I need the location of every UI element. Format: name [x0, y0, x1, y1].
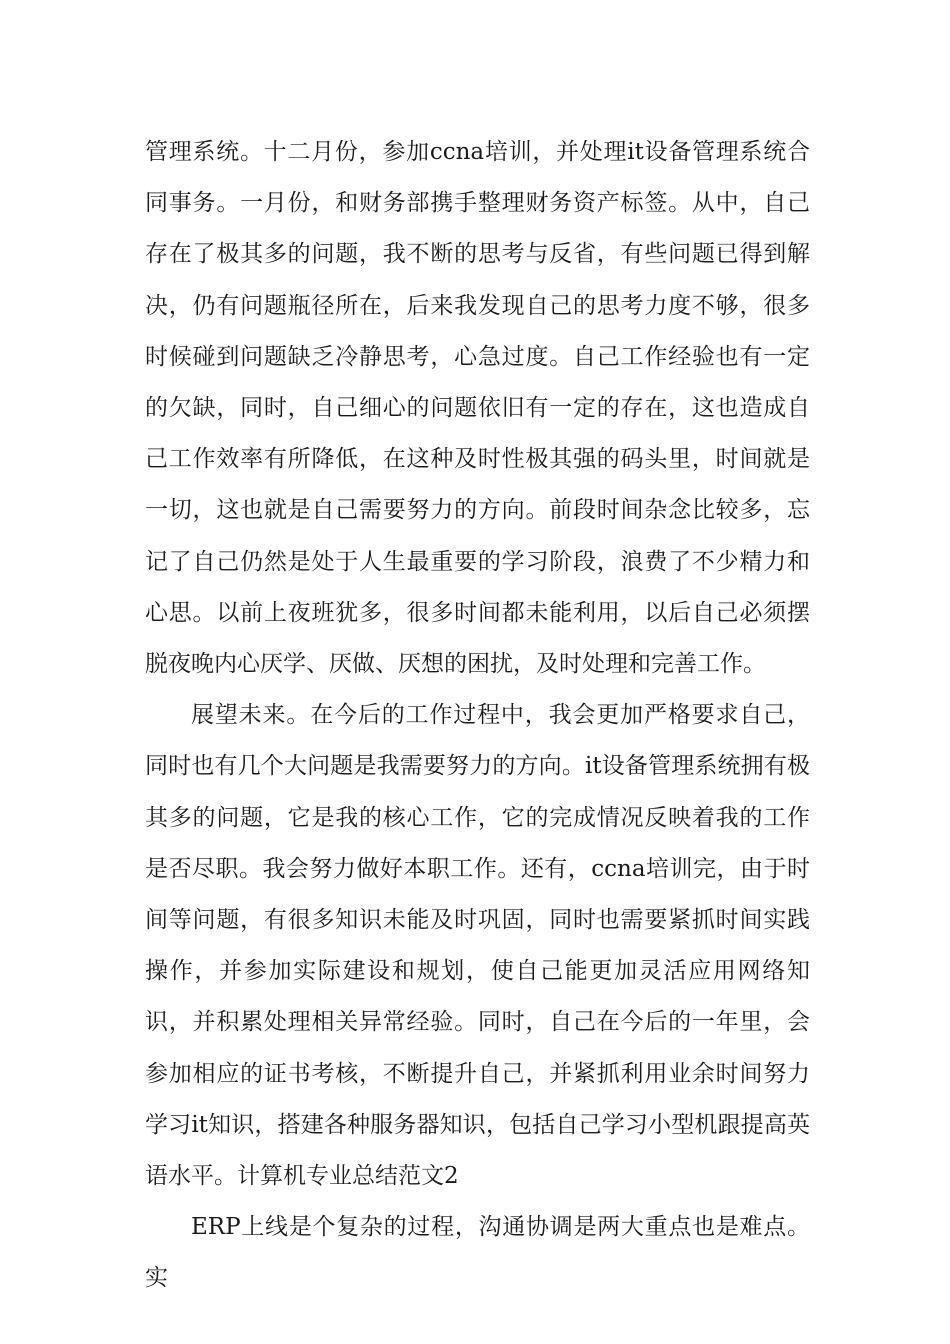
paragraph-continuation: 管理系统。十二月份，参加ccna培训，并处理it设备管理系统合同事务。一月份，和财务部携手整理财务资产标签。从中，自己存在了极其多的问题，我不断的思考与反省，有些问题已得到解决，仍有问题瓶径所在，后来我发现自己的思考力度不够，很多时候碰到问题缺乏冷静思考，心急过度。自己工作经验也有一定的欠缺，同时，自己细心的问题依旧有一定的存在，这也造成自己工作效率有所降低，在这种及时性极其强的码头里，时间就是一切，这也就是自己需要努力的方向。前段时间杂念比较多，忘记了自己仍然是处于人生最重要的学习阶段，浪费了不少精力和心思。以前上夜班犹多，很多时间都未能利用，以后自己必须摆脱夜晚内心厌学、厌做、厌想的困扰，及时处理和完善工作。 [145, 139, 810, 678]
paragraph-erp: ERP上线是个复杂的过程，沟通协调是两大重点也是难点。实 [145, 1214, 810, 1292]
paragraph-outlook: 展望未来。在今后的工作过程中，我会更加严格要求自己，同时也有几个大问题是我需要努力的方向。it设备管理系统拥有极其多的问题，它是我的核心工作，它的完成情况反映着我的工作是否尽职。我会努力做好本职工作。还有，ccna培训完，由于时间等问题，有很多知识未能及时巩固，同时也需要紧抓时间实践操作，并参加实际建设和规划，使自己能更加灵活应用网络知识，并积累处理相关异常经验。同时，自己在今后的一年里，会参加相应的证书考核，不断提升自己，并紧抓利用业余时间努力学习it知识，搭建各种服务器知识，包括自己学习小型机跟提高英语水平。计算机专业总结范文2 [145, 702, 810, 1190]
document-body [145, 127, 810, 1305]
